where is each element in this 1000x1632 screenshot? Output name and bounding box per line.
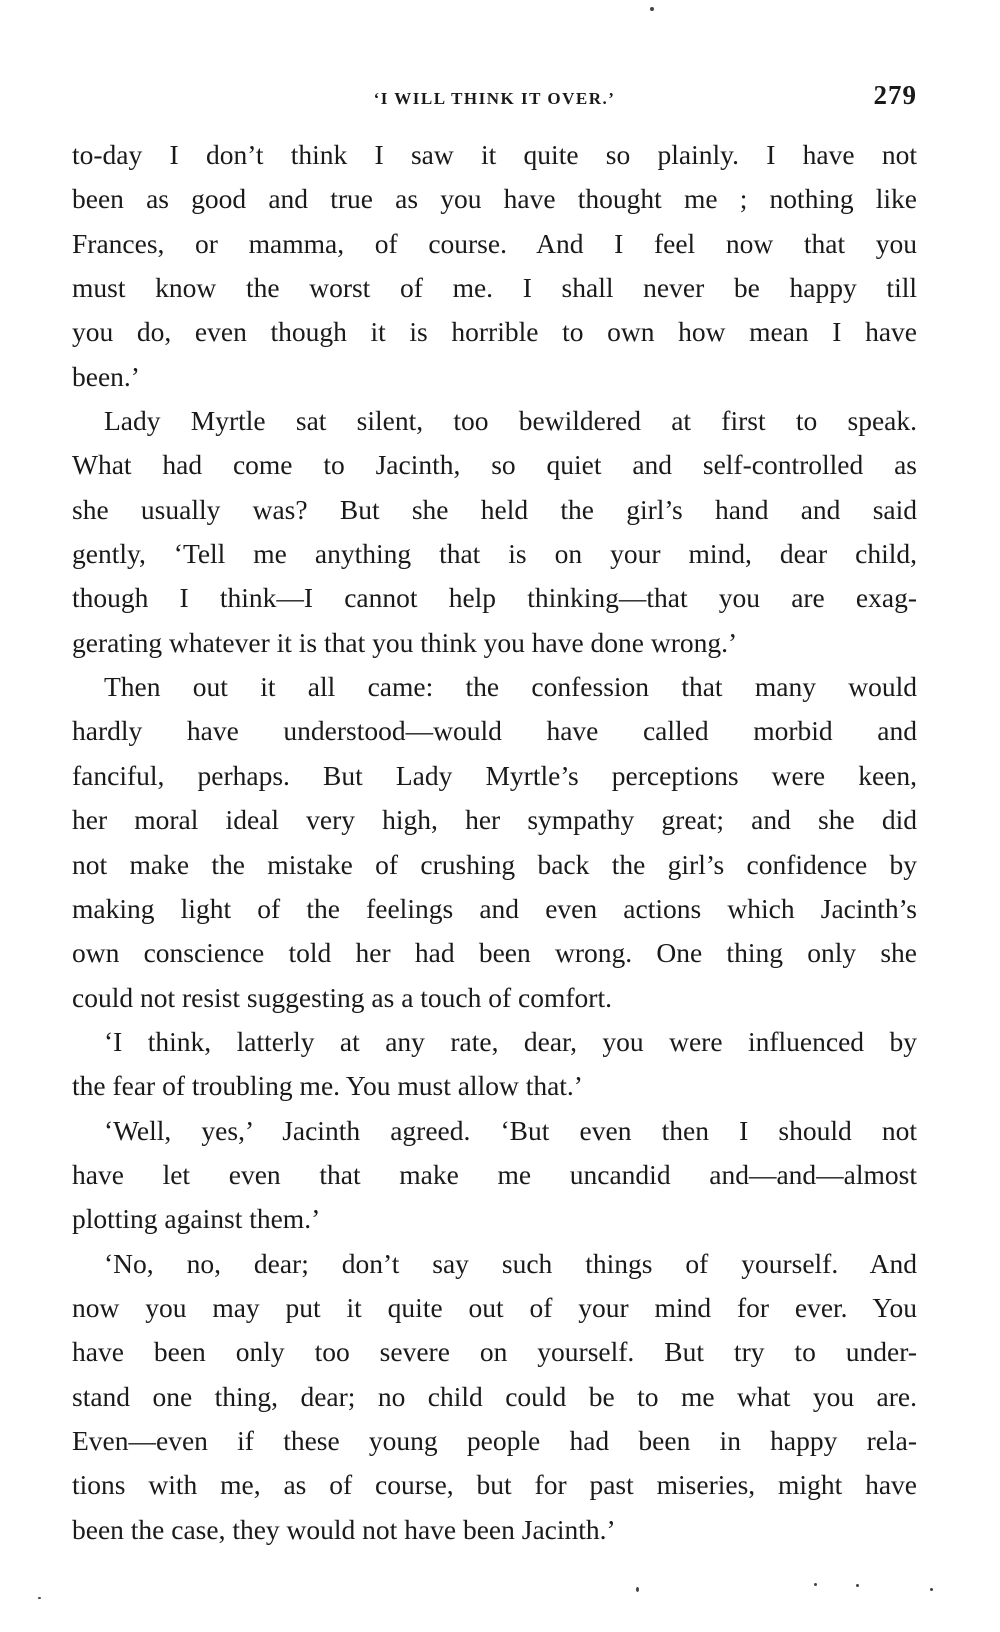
text-line: gently, ‘Tell me anything that is on your mind, dear child, (72, 538, 917, 570)
text-line: Then out it all came: the confession that many would (104, 671, 917, 703)
text-line: have let even that make me uncandid and—and—almost (72, 1158, 917, 1190)
text-line: not make the mistake of crushing back the girl’s confidence by (72, 848, 917, 880)
text-line: been as good and true as you have thought me ; nothing like (72, 183, 917, 215)
scan-speck (930, 1588, 933, 1591)
scan-speck (650, 7, 654, 11)
text-line: though I think—I cannot help thinking—that you are exag- (72, 582, 917, 614)
text-line: fanciful, perhaps. But Lady Myrtle’s perceptions were keen, (72, 759, 917, 791)
text-line: gerating whatever it is that you think you have done wrong.’ (72, 626, 738, 658)
page-header (72, 80, 917, 120)
text-line: tions with me, as of course, but for past miseries, might have (72, 1469, 917, 1501)
text-line: What had come to Jacinth, so quiet and self-controlled as (72, 449, 917, 481)
text-line: now you may put it quite out of your mind for ever. You (72, 1291, 917, 1323)
text-line: stand one thing, dear; no child could be to me what you are. (72, 1380, 917, 1412)
text-line: ‘Well, yes,’ Jacinth agreed. ‘But even then I should not (104, 1114, 917, 1146)
text-line: to-day I don’t think I saw it quite so plainly. I have not (72, 139, 917, 170)
text-line: ‘I think, latterly at any rate, dear, you were influenced by (104, 1025, 917, 1057)
text-line: must know the worst of me. I shall never be happy till (72, 272, 917, 304)
text-line: own conscience told her had been wrong. One thing only she (72, 937, 917, 969)
text-line: been the case, they would not have been Jacinth.’ (72, 1513, 616, 1545)
body-text (72, 133, 917, 1552)
text-line: ‘No, no, dear; don’t say such things of yourself. And (104, 1247, 917, 1279)
scan-speck (636, 1587, 639, 1592)
text-line: been.’ (72, 360, 140, 392)
text-line: have been only too severe on yourself. But try to under- (72, 1336, 917, 1368)
scan-speck (38, 1597, 41, 1599)
text-line: she usually was? But she held the girl’s hand and said (72, 493, 917, 525)
text-line: her moral ideal very high, her sympathy great; and she did (72, 804, 917, 836)
scan-speck (856, 1584, 859, 1587)
text-line: plotting against them.’ (72, 1203, 321, 1235)
running-head: ‘I WILL THINK IT OVER.’ (373, 89, 616, 108)
text-line: you do, even though it is horrible to own how mean I have (72, 316, 917, 348)
text-line: making light of the feelings and even actions which Jacinth’s (72, 892, 917, 924)
text-line: could not resist suggesting as a touch of comfort. (72, 981, 612, 1013)
text-line: Lady Myrtle sat silent, too bewildered at first to speak. (104, 405, 917, 437)
scan-speck (814, 1583, 817, 1586)
text-line: the fear of troubling me. You must allow that.’ (72, 1070, 583, 1102)
text-line: Even—even if these young people had been in happy rela- (72, 1424, 917, 1456)
page-number: 279 (873, 80, 917, 110)
text-line: hardly have understood—would have called morbid and (72, 715, 917, 747)
text-line: Frances, or mamma, of course. And I feel now that you (72, 227, 917, 259)
